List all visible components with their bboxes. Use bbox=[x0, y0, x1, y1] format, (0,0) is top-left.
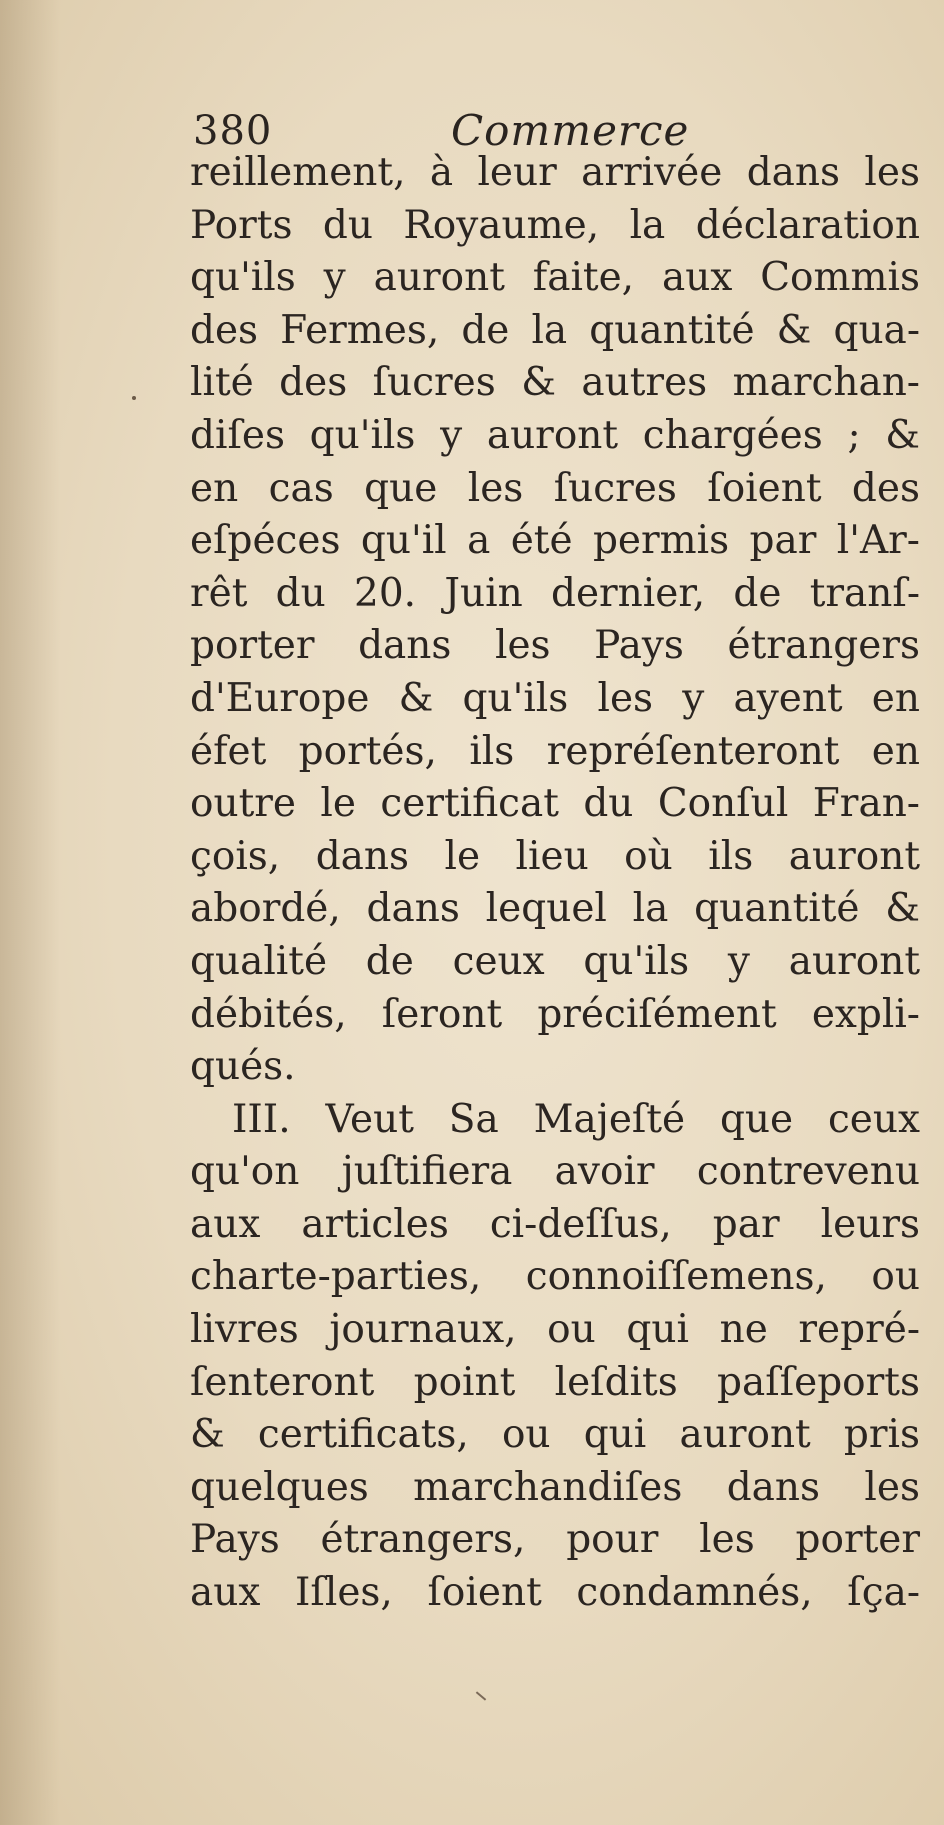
text-line: lité des ſucres & autres marchan- bbox=[190, 360, 920, 406]
text-line: reillement, à leur arrivée dans les bbox=[190, 150, 920, 195]
text-line: Pays étrangers, pour les porter bbox=[190, 1517, 920, 1563]
text-line: charte-parties, connoiſſemens, ou bbox=[190, 1254, 920, 1300]
text-line: eſpéces qu'il a été permis par l'Ar- bbox=[190, 518, 920, 564]
text-line: porter dans les Pays étrangers bbox=[190, 623, 920, 669]
running-title: Commerce bbox=[451, 106, 690, 155]
text-line: quelques marchandiſes dans les bbox=[190, 1464, 920, 1510]
stray-ink-mark bbox=[476, 1691, 486, 1700]
gutter-shadow bbox=[0, 0, 60, 1825]
text-line: outre le certificat du Conſul Fran- bbox=[190, 781, 920, 827]
margin-ink-dot bbox=[132, 396, 136, 400]
text-line: Ports du Royaume, la déclaration bbox=[190, 202, 920, 248]
text-line: livres journaux, ou qui ne repré- bbox=[190, 1307, 920, 1353]
text-line: qualité de ceux qu'ils y auront bbox=[190, 938, 920, 984]
text-line: débités, ſeront préciſément expli- bbox=[190, 991, 920, 1037]
text-line: qués. bbox=[190, 1044, 296, 1090]
text-line: diſes qu'ils y auront chargées ; & bbox=[190, 412, 920, 458]
body-text bbox=[190, 147, 920, 1620]
text-line: abordé, dans lequel la quantité & bbox=[190, 886, 920, 932]
text-line: ſenteront point leſdits paſſeports bbox=[190, 1359, 920, 1405]
text-line: & certificats, ou qui auront pris bbox=[190, 1412, 920, 1458]
text-line: éfet portés, ils repréſenteront en bbox=[190, 728, 920, 774]
text-line: çois, dans le lieu où ils auront bbox=[190, 833, 920, 879]
text-line: d'Europe & qu'ils les y ayent en bbox=[190, 675, 920, 721]
text-line: qu'on juſtifiera avoir contrevenu bbox=[190, 1149, 920, 1195]
text-line: aux articles ci-deſſus, par leurs bbox=[190, 1201, 920, 1247]
article-heading-line: III. Veut Sa Majeſté que ceux bbox=[232, 1096, 920, 1142]
text-line: aux Iſles, ſoient condamnés, ſça- bbox=[190, 1570, 920, 1616]
text-line: qu'ils y auront faite, aux Commis bbox=[190, 255, 920, 301]
text-line: des Fermes, de la quantité & qua- bbox=[190, 307, 920, 353]
text-line: rêt du 20. Juin dernier, de tranſ- bbox=[190, 570, 920, 616]
text-line: en cas que les ſucres ſoient des bbox=[190, 465, 920, 511]
page-number: 380 bbox=[193, 108, 273, 154]
